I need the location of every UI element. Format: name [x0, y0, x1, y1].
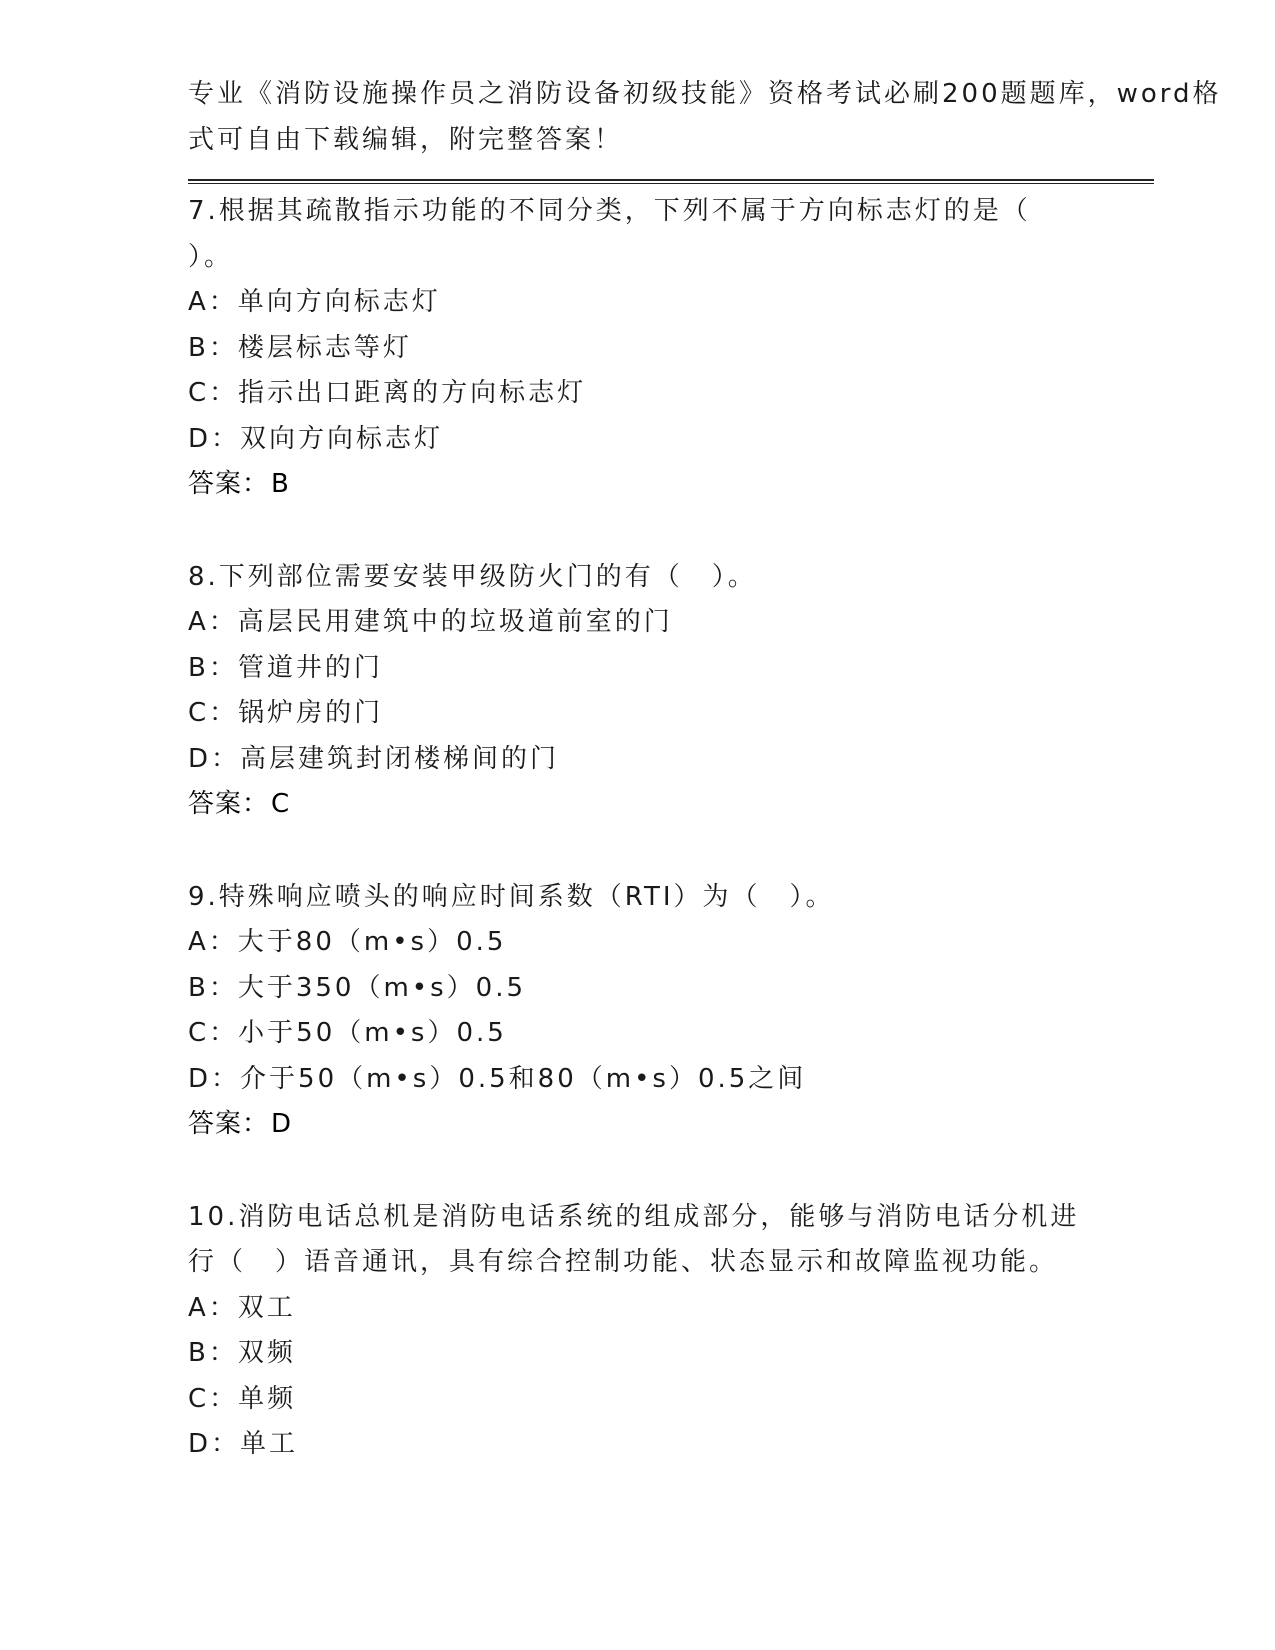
answer-value: B — [271, 469, 290, 499]
option-d: D：单工 — [188, 1429, 299, 1459]
answer-label: 答案： — [188, 1109, 270, 1139]
option-d: D：高层建筑封闭楼梯间的门 — [188, 743, 560, 774]
answer-label: 答案： — [188, 469, 270, 499]
header-divider-thin — [188, 183, 1154, 184]
option-a: A：双工 — [188, 1292, 296, 1323]
option-b: B：楼层标志等灯 — [188, 332, 412, 363]
option-a: A：单向方向标志灯 — [188, 287, 441, 317]
question-stem: 10.消防电话总机是消防电话系统的组成部分，能够与消防电话分机进 — [188, 1201, 1080, 1232]
question-8 — [188, 555, 1088, 828]
option-c: C：锅炉房的门 — [188, 698, 384, 728]
question-stem: 9.特殊响应喷头的响应时间系数（RTI）为（ ）。 — [188, 881, 835, 912]
answer-value: D — [271, 1109, 293, 1139]
header-line-1: 专业《消防设施操作员之消防设备初级技能》资格考试必刷200题题库，word格 — [188, 79, 1222, 109]
option-a: A：高层民用建筑中的垃圾道前室的门 — [188, 607, 673, 637]
header-line-2: 式可自由下载编辑，附完整答案！ — [188, 124, 624, 155]
option-c: C：小于50（m•s）0.5 — [188, 1018, 507, 1048]
header-divider-thick — [188, 179, 1154, 181]
option-b: B：大于350（m•s）0.5 — [188, 972, 527, 1003]
question-list — [188, 189, 1088, 1468]
option-d: D：介于50（m•s）0.5和80（m•s）0.5之间 — [188, 1063, 807, 1094]
question-stem: ）。 — [188, 241, 234, 272]
document-header — [188, 72, 1222, 163]
option-c: C：指示出口距离的方向标志灯 — [188, 378, 587, 408]
option-b: B：双频 — [188, 1338, 296, 1368]
question-stem: 7.根据其疏散指示功能的不同分类，下列不属于方向标志灯的是（ — [188, 196, 1031, 226]
option-b: B：管道井的门 — [188, 652, 383, 683]
answer-label: 答案： — [188, 789, 270, 819]
option-c: C：单频 — [188, 1383, 297, 1414]
option-a: A：大于80（m•s）0.5 — [188, 927, 507, 957]
answer-line — [188, 1102, 1088, 1148]
question-9 — [188, 875, 1088, 1148]
question-stem: 行（ ）语音通讯，具有综合控制功能、状态显示和故障监视功能。 — [188, 1247, 1059, 1277]
question-stem: 8.下列部位需要安装甲级防火门的有（ ）。 — [188, 561, 757, 592]
question-10 — [188, 1195, 1088, 1468]
answer-value: C — [271, 789, 291, 819]
answer-line — [188, 782, 1088, 828]
option-d: D：双向方向标志灯 — [188, 423, 444, 454]
answer-line — [188, 462, 1088, 508]
question-7 — [188, 189, 1088, 508]
